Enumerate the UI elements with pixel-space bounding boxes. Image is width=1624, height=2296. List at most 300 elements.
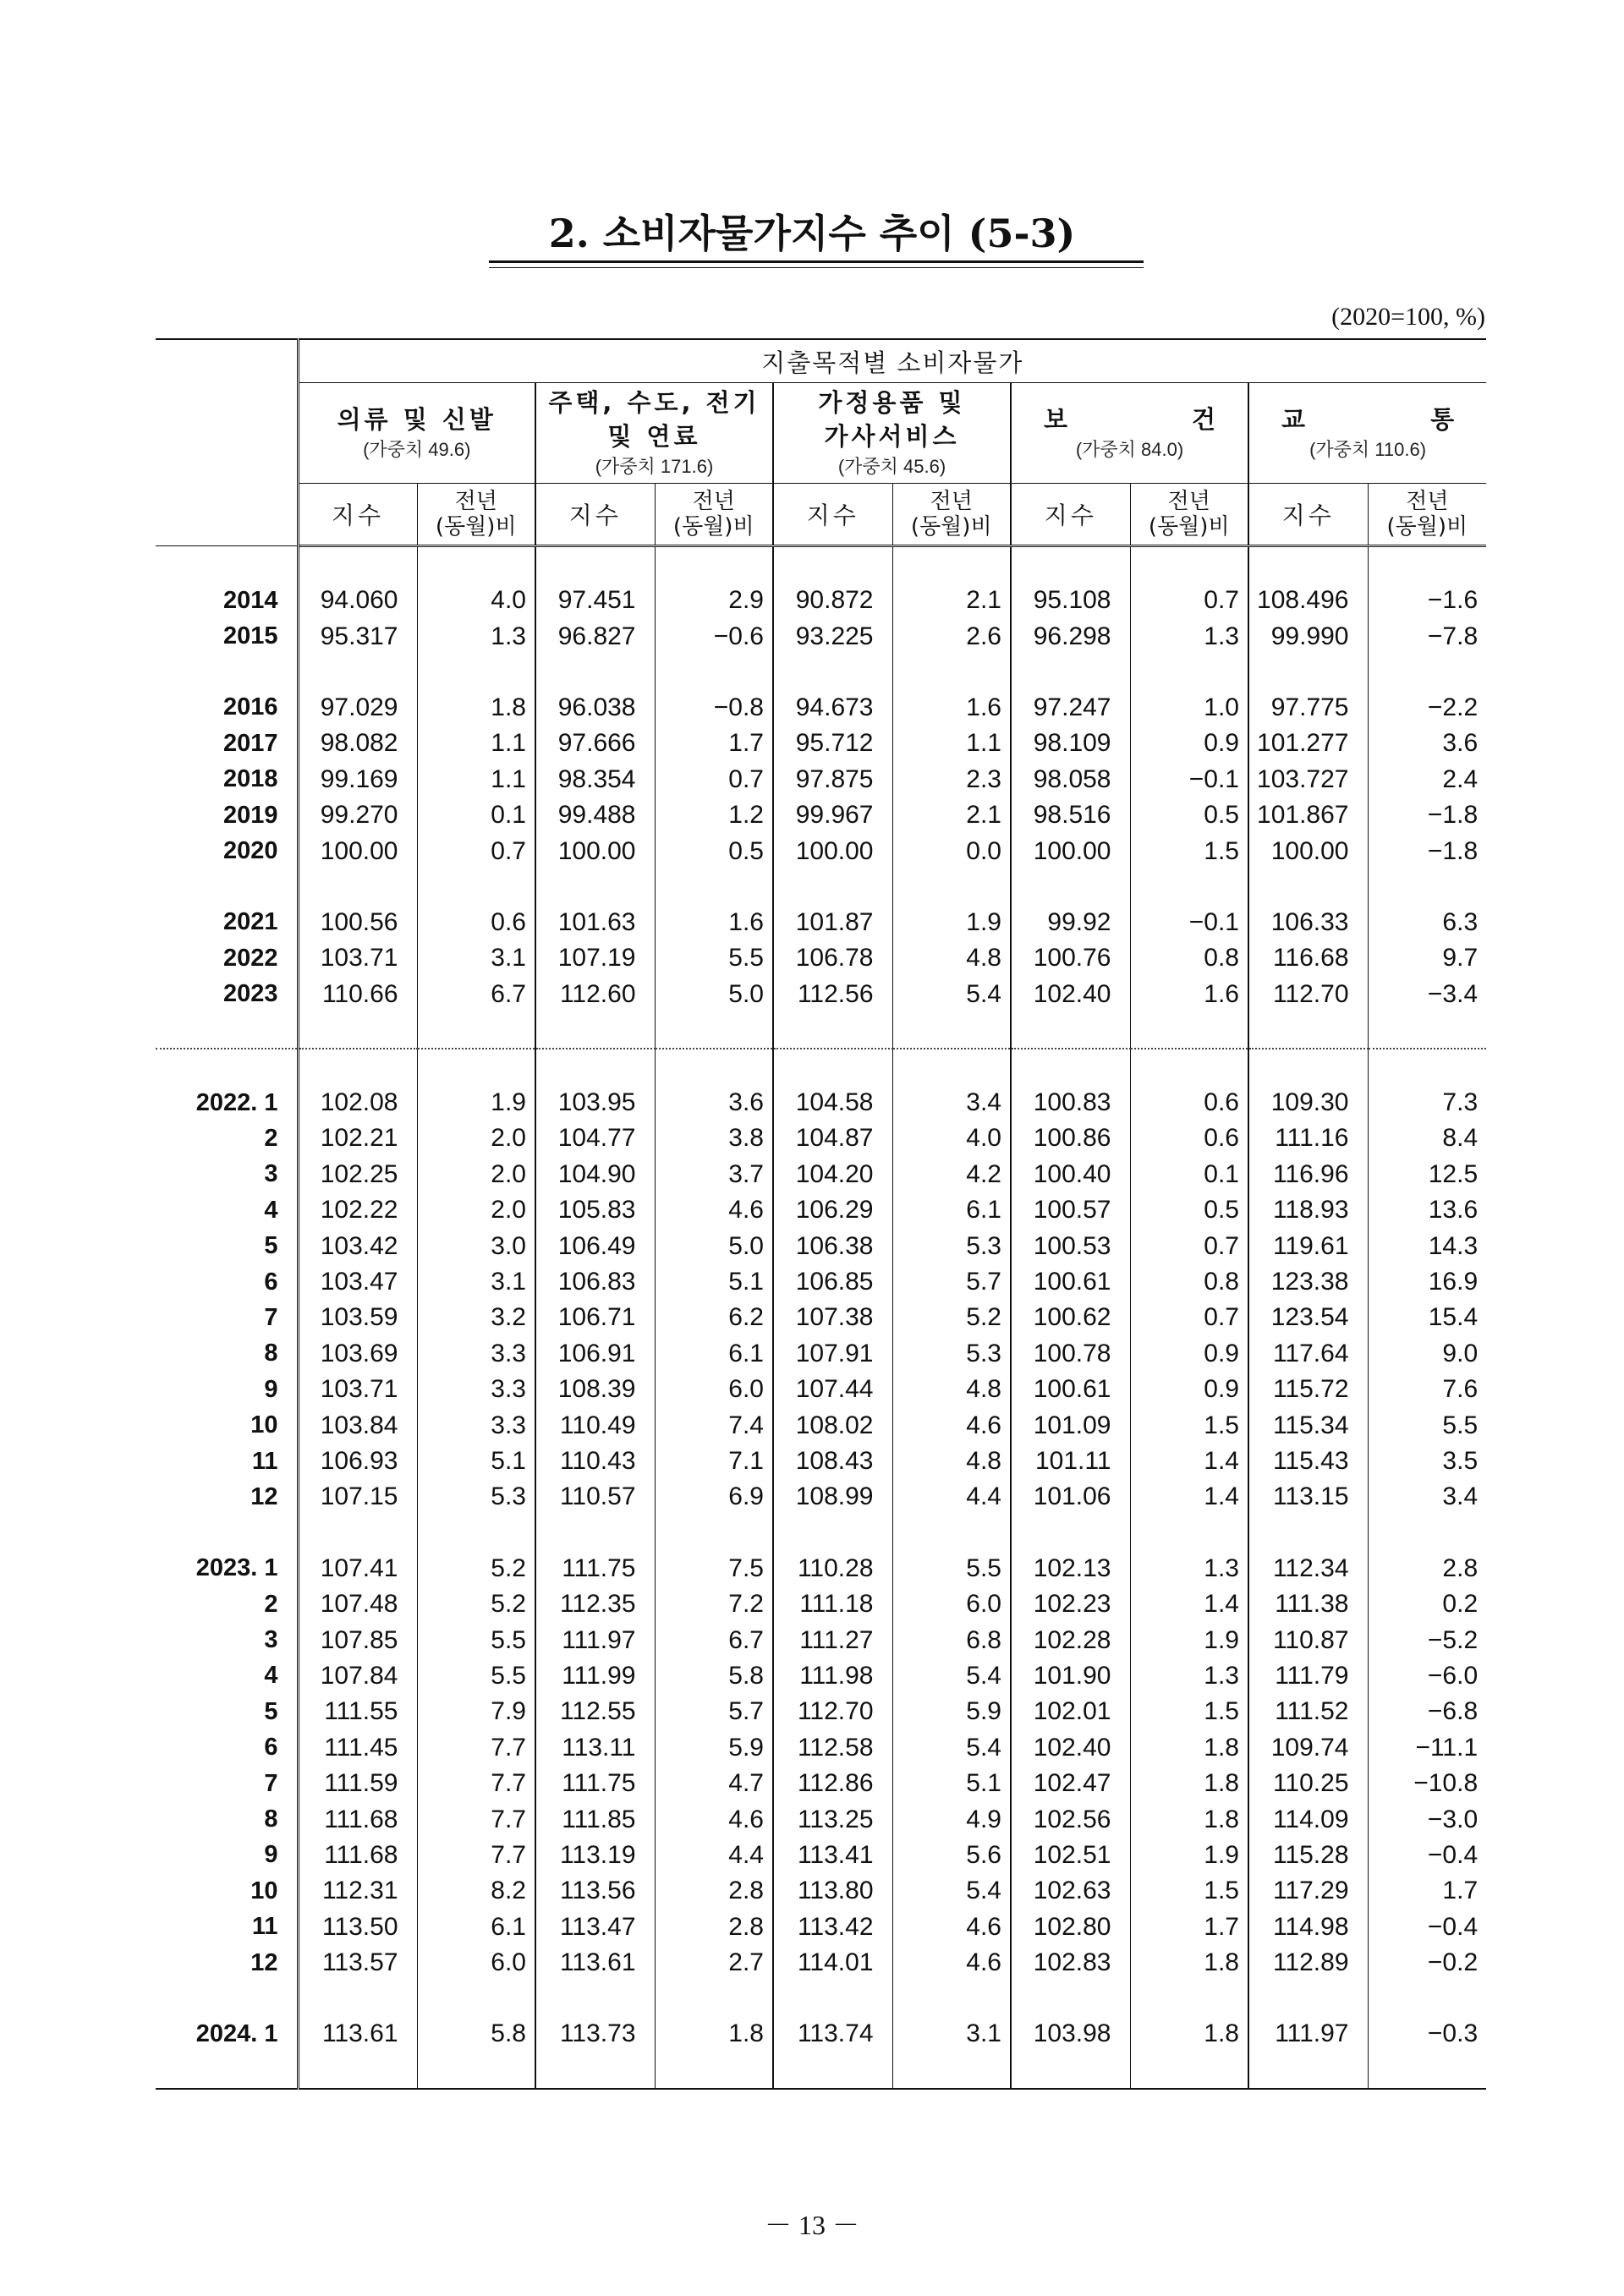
group-weight: (가중치 171.6) xyxy=(595,456,714,477)
yoy-rate: −0.1 xyxy=(1130,905,1248,940)
spacer-row xyxy=(156,1515,1486,1551)
table-row xyxy=(156,797,1486,833)
period-label: 9 xyxy=(156,1372,298,1407)
index-value: 113.25 xyxy=(773,1801,892,1837)
group-header xyxy=(298,383,535,484)
sub-header-rate xyxy=(655,484,773,546)
period-label: 5 xyxy=(156,1694,298,1729)
index-value: 100.61 xyxy=(1011,1372,1130,1407)
index-value: 112.89 xyxy=(1248,1945,1368,1981)
yoy-rate: 1.8 xyxy=(1130,1801,1248,1837)
sub-header-rate xyxy=(1368,484,1486,546)
yoy-rate: 1.4 xyxy=(1130,1586,1248,1622)
yoy-rate: 3.1 xyxy=(892,2016,1011,2052)
table-row xyxy=(156,1801,1486,1837)
index-value: 107.84 xyxy=(320,1661,398,1690)
sub-header-index-label: 지수 xyxy=(331,501,385,529)
period-label: 2023 xyxy=(156,977,298,1012)
sub-header-index-label: 지수 xyxy=(568,501,622,529)
index-value: 105.83 xyxy=(535,1192,655,1228)
index-value: 97.029 xyxy=(320,693,398,721)
yoy-rate: 3.3 xyxy=(417,1407,535,1443)
period-label: 7 xyxy=(156,1300,298,1335)
index-value: 100.76 xyxy=(1011,940,1130,976)
table-row xyxy=(156,905,1486,940)
table-row xyxy=(156,690,1486,726)
yoy-rate: 1.9 xyxy=(1130,1838,1248,1873)
index-value: 102.01 xyxy=(1011,1694,1130,1729)
index-value: 102.47 xyxy=(1011,1766,1130,1801)
table-row xyxy=(156,1838,1486,1873)
index-value: 115.72 xyxy=(1248,1372,1368,1407)
index-value: 97.666 xyxy=(535,726,655,761)
yoy-rate: 6.1 xyxy=(892,1192,1011,1228)
yoy-rate: 3.2 xyxy=(417,1300,535,1335)
index-value: 108.43 xyxy=(773,1444,892,1479)
yoy-rate: 4.0 xyxy=(417,583,535,618)
yoy-rate: 1.8 xyxy=(1130,1730,1248,1766)
yoy-rate: 1.8 xyxy=(1130,1945,1248,1981)
yoy-rate: 7.2 xyxy=(655,1586,773,1622)
group-name-part: 통 xyxy=(1430,405,1455,434)
yoy-rate: 3.3 xyxy=(417,1336,535,1372)
table-row xyxy=(156,1372,1486,1407)
group-name xyxy=(1249,403,1486,436)
period-label: 2016 xyxy=(156,690,298,726)
index-value: 106.29 xyxy=(773,1192,892,1228)
yoy-rate: −0.4 xyxy=(1368,1910,1486,1945)
sub-header-index-label: 지수 xyxy=(1281,501,1335,529)
spacer-row xyxy=(156,1981,1486,2016)
index-value: 98.058 xyxy=(1011,762,1130,797)
table-row xyxy=(156,1945,1486,1981)
index-value: 108.496 xyxy=(1248,583,1368,618)
index-value: 106.83 xyxy=(535,1264,655,1300)
index-value: 104.90 xyxy=(535,1157,655,1192)
index-value: 113.15 xyxy=(1248,1479,1368,1515)
index-value: 112.55 xyxy=(535,1694,655,1729)
yoy-rate: 0.1 xyxy=(417,797,535,833)
yoy-rate: 5.5 xyxy=(417,1658,535,1694)
index-value: 102.22 xyxy=(320,1196,398,1225)
index-value: 104.77 xyxy=(535,1121,655,1156)
index-value: 108.02 xyxy=(773,1407,892,1443)
period-label: 5 xyxy=(156,1228,298,1263)
yoy-rate: 4.8 xyxy=(892,940,1011,976)
index-value: 110.87 xyxy=(1248,1622,1368,1658)
yoy-rate: 12.5 xyxy=(1368,1157,1486,1192)
index-value: 111.55 xyxy=(324,1697,398,1726)
index-value: 107.41 xyxy=(320,1553,398,1582)
super-header: 지출목적별 소비자물가 xyxy=(298,339,1486,383)
yoy-rate: 5.0 xyxy=(655,1228,773,1263)
index-value: 113.57 xyxy=(321,1948,398,1977)
sub-header-rate-line1: 전년 xyxy=(1167,489,1210,514)
index-value: 109.30 xyxy=(1248,1085,1368,1121)
yoy-rate: 1.7 xyxy=(1130,1910,1248,1945)
index-value: 106.38 xyxy=(773,1228,892,1263)
index-value: 112.31 xyxy=(321,1877,398,1905)
group-name-part: 보 xyxy=(1044,405,1068,434)
yoy-rate: 5.1 xyxy=(417,1444,535,1479)
yoy-rate: 0.0 xyxy=(892,833,1011,869)
index-value: 113.50 xyxy=(321,1912,398,1941)
yoy-rate: 4.9 xyxy=(892,1801,1011,1837)
period-label: 10 xyxy=(156,1873,298,1909)
yoy-rate: 3.6 xyxy=(655,1085,773,1121)
unit-note: (2020=100, %) xyxy=(1331,303,1485,331)
index-value: 110.49 xyxy=(535,1407,655,1443)
yoy-rate: 7.6 xyxy=(1368,1372,1486,1407)
sub-header-index-label: 지수 xyxy=(1044,501,1097,529)
sub-header-rate-line1: 전년 xyxy=(1406,489,1449,514)
table-row xyxy=(156,1873,1486,1909)
yoy-rate: 0.2 xyxy=(1368,1586,1486,1622)
table-row xyxy=(156,1264,1486,1300)
yoy-rate: 5.7 xyxy=(892,1264,1011,1300)
yoy-rate: 0.9 xyxy=(1130,1336,1248,1372)
index-value: 95.108 xyxy=(1011,583,1130,618)
yoy-rate: 3.8 xyxy=(655,1121,773,1156)
yoy-rate: −6.0 xyxy=(1368,1658,1486,1694)
yoy-rate: 2.0 xyxy=(417,1157,535,1192)
index-value: 111.18 xyxy=(773,1586,892,1622)
yoy-rate: 1.5 xyxy=(1130,833,1248,869)
index-value: 108.39 xyxy=(535,1372,655,1407)
table-row xyxy=(156,940,1486,976)
index-value: 113.11 xyxy=(535,1730,655,1766)
yoy-rate: 3.4 xyxy=(892,1085,1011,1121)
index-value: 102.40 xyxy=(1011,1730,1130,1766)
index-value: 113.41 xyxy=(773,1838,892,1873)
yoy-rate: 1.5 xyxy=(1130,1694,1248,1729)
index-value: 116.96 xyxy=(1248,1157,1368,1192)
yoy-rate: 0.1 xyxy=(1130,1157,1248,1192)
table-row xyxy=(156,1551,1486,1586)
index-value: 111.97 xyxy=(535,1622,655,1658)
period-label: 2024. 1 xyxy=(156,2016,298,2052)
index-value: 100.00 xyxy=(535,833,655,869)
yoy-rate: 9.0 xyxy=(1368,1336,1486,1372)
yoy-rate: 3.5 xyxy=(1368,1444,1486,1479)
yoy-rate: 5.4 xyxy=(892,1658,1011,1694)
table-row xyxy=(156,1622,1486,1658)
index-value: 100.86 xyxy=(1011,1121,1130,1156)
index-value: 117.64 xyxy=(1248,1336,1368,1372)
table-row xyxy=(156,1336,1486,1372)
yoy-rate: −5.2 xyxy=(1368,1622,1486,1658)
index-value: 94.673 xyxy=(773,690,892,726)
index-value: 95.712 xyxy=(773,726,892,761)
index-value: 102.40 xyxy=(1011,977,1130,1012)
index-value: 111.79 xyxy=(1248,1658,1368,1694)
index-value: 113.73 xyxy=(535,2016,655,2052)
sub-header-index xyxy=(298,484,417,546)
yoy-rate: 6.9 xyxy=(655,1479,773,1515)
yoy-rate: 7.4 xyxy=(655,1407,773,1443)
index-value: 107.19 xyxy=(535,940,655,976)
period-label: 2019 xyxy=(156,797,298,833)
index-value: 101.277 xyxy=(1248,726,1368,761)
yoy-rate: −0.8 xyxy=(655,690,773,726)
yoy-rate: 1.3 xyxy=(1130,618,1248,654)
sub-header-index xyxy=(773,484,892,546)
index-value: 103.727 xyxy=(1248,762,1368,797)
yoy-rate: 6.7 xyxy=(417,977,535,1012)
yoy-rate: 7.9 xyxy=(417,1694,535,1729)
index-value: 100.00 xyxy=(1011,833,1130,869)
yoy-rate: 4.6 xyxy=(655,1192,773,1228)
yoy-rate: 5.8 xyxy=(655,1658,773,1694)
index-value: 101.63 xyxy=(535,905,655,940)
yoy-rate: 15.4 xyxy=(1368,1300,1486,1335)
yoy-rate: 1.5 xyxy=(1130,1873,1248,1909)
index-value: 102.08 xyxy=(320,1088,398,1117)
index-value: 113.61 xyxy=(321,2019,398,2048)
index-value: 102.63 xyxy=(1011,1873,1130,1909)
sub-header-rate-line2: (동월)비 xyxy=(672,514,754,540)
index-value: 111.99 xyxy=(535,1658,655,1694)
yoy-rate: 6.0 xyxy=(655,1372,773,1407)
yoy-rate: 0.7 xyxy=(1130,1300,1248,1335)
group-name xyxy=(774,386,1010,453)
index-value: 100.61 xyxy=(1011,1264,1130,1300)
table-row xyxy=(156,1085,1486,1121)
index-value: 101.11 xyxy=(1011,1444,1130,1479)
index-value: 97.775 xyxy=(1248,690,1368,726)
index-value: 111.98 xyxy=(773,1658,892,1694)
yoy-rate: 4.6 xyxy=(892,1910,1011,1945)
yoy-rate: 4.6 xyxy=(892,1945,1011,1981)
yoy-rate: 3.4 xyxy=(1368,1479,1486,1515)
yoy-rate: 0.7 xyxy=(1130,1228,1248,1263)
table-row xyxy=(156,1444,1486,1479)
index-value: 102.25 xyxy=(320,1159,398,1188)
index-value: 123.54 xyxy=(1248,1300,1368,1335)
table-row xyxy=(156,1766,1486,1801)
yoy-rate: −6.8 xyxy=(1368,1694,1486,1729)
yoy-rate: 5.4 xyxy=(892,1730,1011,1766)
yoy-rate: 6.7 xyxy=(655,1622,773,1658)
yoy-rate: 1.8 xyxy=(1130,2016,1248,2052)
end-row xyxy=(156,2052,1486,2089)
index-value: 113.42 xyxy=(773,1910,892,1945)
table-row xyxy=(156,1658,1486,1694)
period-label: 2021 xyxy=(156,905,298,940)
yoy-rate: 5.1 xyxy=(892,1766,1011,1801)
yoy-rate: 1.1 xyxy=(892,726,1011,761)
yoy-rate: 4.4 xyxy=(655,1838,773,1873)
period-label: 10 xyxy=(156,1407,298,1443)
yoy-rate: 2.0 xyxy=(417,1121,535,1156)
index-value: 100.83 xyxy=(1011,1085,1130,1121)
yoy-rate: 5.1 xyxy=(655,1264,773,1300)
yoy-rate: 3.0 xyxy=(417,1228,535,1263)
index-value: 103.71 xyxy=(320,1375,398,1404)
period-label: 2020 xyxy=(156,833,298,869)
index-value: 111.45 xyxy=(324,1733,398,1762)
yoy-rate: 5.3 xyxy=(892,1228,1011,1263)
spacer-row xyxy=(156,1049,1486,1085)
group-name-part: 교 xyxy=(1281,405,1306,434)
yoy-rate: 5.6 xyxy=(892,1838,1011,1873)
yoy-rate: 5.7 xyxy=(655,1694,773,1729)
period-label: 2022. 1 xyxy=(156,1085,298,1121)
index-value: 106.33 xyxy=(1248,905,1368,940)
yoy-rate: 6.2 xyxy=(655,1300,773,1335)
table-row xyxy=(156,977,1486,1012)
index-value: 104.87 xyxy=(773,1121,892,1156)
index-value: 106.85 xyxy=(773,1264,892,1300)
index-value: 112.60 xyxy=(535,977,655,1012)
period-label: 6 xyxy=(156,1264,298,1300)
index-value: 93.225 xyxy=(773,618,892,654)
group-header xyxy=(773,383,1011,484)
index-value: 100.40 xyxy=(1011,1157,1130,1192)
yoy-rate: 1.5 xyxy=(1130,1407,1248,1443)
yoy-rate: 5.8 xyxy=(417,2016,535,2052)
group-header xyxy=(1248,383,1486,484)
yoy-rate: −0.2 xyxy=(1368,1945,1486,1981)
index-value: 96.038 xyxy=(535,690,655,726)
table-row xyxy=(156,1910,1486,1945)
index-value: 97.247 xyxy=(1011,690,1130,726)
index-value: 100.56 xyxy=(320,907,398,936)
period-label: 2 xyxy=(156,1121,298,1156)
index-value: 112.35 xyxy=(535,1586,655,1622)
yoy-rate: 1.8 xyxy=(417,690,535,726)
index-value: 102.83 xyxy=(1011,1945,1130,1981)
index-value: 110.43 xyxy=(535,1444,655,1479)
index-value: 113.80 xyxy=(773,1873,892,1909)
index-value: 106.49 xyxy=(535,1228,655,1263)
table-row xyxy=(156,726,1486,761)
yoy-rate: 0.8 xyxy=(1130,940,1248,976)
yoy-rate: 5.5 xyxy=(1368,1407,1486,1443)
index-value: 117.29 xyxy=(1248,1873,1368,1909)
sub-header-rate-line2: (동월)비 xyxy=(1148,514,1230,540)
index-value: 102.23 xyxy=(1011,1586,1130,1622)
sub-header-index xyxy=(1011,484,1130,546)
yoy-rate: 0.9 xyxy=(1130,1372,1248,1407)
table-row xyxy=(156,1407,1486,1443)
index-value: 107.38 xyxy=(773,1300,892,1335)
sub-header-rate xyxy=(1130,484,1248,546)
index-value: 104.20 xyxy=(773,1157,892,1192)
yoy-rate: 0.7 xyxy=(417,833,535,869)
index-value: 103.84 xyxy=(320,1411,398,1439)
yoy-rate: 6.3 xyxy=(1368,905,1486,940)
yoy-rate: 7.3 xyxy=(1368,1085,1486,1121)
index-value: 111.59 xyxy=(324,1769,398,1798)
index-value: 115.28 xyxy=(1248,1838,1368,1873)
yoy-rate: 7.7 xyxy=(417,1730,535,1766)
sub-header-rate-line1: 전년 xyxy=(930,489,973,514)
index-value: 99.990 xyxy=(1248,618,1368,654)
yoy-rate: 16.9 xyxy=(1368,1264,1486,1300)
yoy-rate: 0.7 xyxy=(655,762,773,797)
period-label: 3 xyxy=(156,1622,298,1658)
table-row xyxy=(156,833,1486,869)
index-value: 100.00 xyxy=(773,833,892,869)
yoy-rate: 3.7 xyxy=(655,1157,773,1192)
yoy-rate: 5.9 xyxy=(892,1694,1011,1729)
period-label: 4 xyxy=(156,1658,298,1694)
index-value: 103.69 xyxy=(320,1339,398,1367)
yoy-rate: 0.5 xyxy=(1130,797,1248,833)
index-value: 111.68 xyxy=(324,1805,398,1833)
period-label: 2014 xyxy=(156,583,298,618)
yoy-rate: 2.9 xyxy=(655,583,773,618)
index-value: 111.85 xyxy=(535,1801,655,1837)
yoy-rate: 2.1 xyxy=(892,583,1011,618)
index-value: 107.85 xyxy=(320,1625,398,1654)
yoy-rate: 2.6 xyxy=(892,618,1011,654)
group-name-part: 건 xyxy=(1191,405,1215,434)
period-label: 2023. 1 xyxy=(156,1551,298,1586)
yoy-rate: 4.8 xyxy=(892,1444,1011,1479)
table-row xyxy=(156,1157,1486,1192)
yoy-rate: 1.7 xyxy=(1368,1873,1486,1909)
index-value: 99.169 xyxy=(320,764,398,793)
year-header-blank xyxy=(156,339,298,546)
index-value: 101.87 xyxy=(773,905,892,940)
cpi-table xyxy=(156,338,1486,2090)
yoy-rate: 14.3 xyxy=(1368,1228,1486,1263)
sub-header-index xyxy=(1248,484,1368,546)
yoy-rate: 7.5 xyxy=(655,1551,773,1586)
yoy-rate: 4.0 xyxy=(892,1121,1011,1156)
index-value: 108.99 xyxy=(773,1479,892,1515)
yoy-rate: −3.4 xyxy=(1368,977,1486,1012)
group-name xyxy=(536,386,772,453)
index-value: 116.68 xyxy=(1248,940,1368,976)
group-weight: (가중치 110.6) xyxy=(1309,439,1427,460)
index-value: 97.875 xyxy=(773,762,892,797)
table-row xyxy=(156,1586,1486,1622)
index-value: 111.16 xyxy=(1248,1121,1368,1156)
yoy-rate: 1.6 xyxy=(1130,977,1248,1012)
yoy-rate: 4.4 xyxy=(892,1479,1011,1515)
yoy-rate: 4.8 xyxy=(892,1372,1011,1407)
period-label: 2017 xyxy=(156,726,298,761)
yoy-rate: 2.8 xyxy=(655,1910,773,1945)
section-divider xyxy=(156,1012,1486,1049)
period-label: 2018 xyxy=(156,762,298,797)
period-label: 12 xyxy=(156,1479,298,1515)
title-underline-thin xyxy=(489,267,1144,268)
yoy-rate: 3.6 xyxy=(1368,726,1486,761)
sub-header-rate-line1: 전년 xyxy=(692,489,735,514)
period-label: 11 xyxy=(156,1910,298,1945)
index-value: 98.516 xyxy=(1011,797,1130,833)
yoy-rate: 7.1 xyxy=(655,1444,773,1479)
yoy-rate: 6.0 xyxy=(417,1945,535,1981)
yoy-rate: 5.5 xyxy=(417,1622,535,1658)
yoy-rate: 8.2 xyxy=(417,1873,535,1909)
index-value: 99.92 xyxy=(1011,905,1130,940)
yoy-rate: 7.7 xyxy=(417,1766,535,1801)
table-row xyxy=(156,762,1486,797)
table-row xyxy=(156,1730,1486,1766)
index-value: 107.91 xyxy=(773,1336,892,1372)
index-value: 113.19 xyxy=(535,1838,655,1873)
index-value: 115.43 xyxy=(1248,1444,1368,1479)
yoy-rate: 5.2 xyxy=(892,1300,1011,1335)
index-value: 98.082 xyxy=(320,729,398,758)
yoy-rate: −10.8 xyxy=(1368,1766,1486,1801)
index-value: 111.68 xyxy=(324,1840,398,1869)
